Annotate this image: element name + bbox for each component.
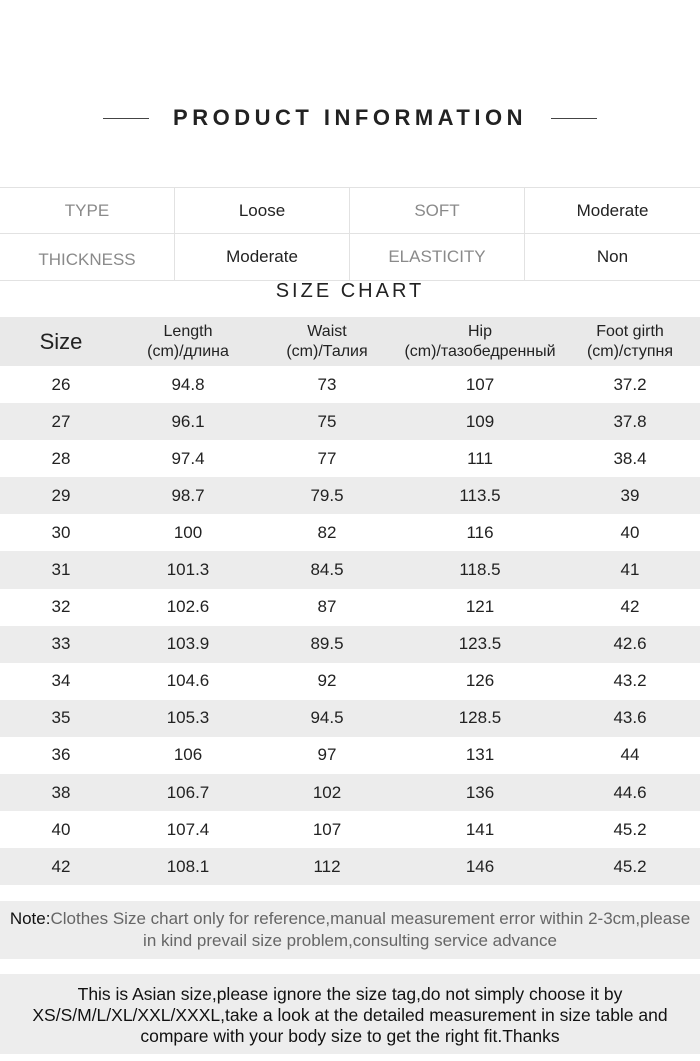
cell-foot-girth: 43.2 [613, 671, 647, 691]
cell-foot-girth: 41 [620, 560, 640, 580]
cell-size: 32 [51, 597, 71, 617]
cell-hip: 126 [465, 671, 495, 691]
header-foot-girth [560, 322, 700, 362]
cell-hip: 128.5 [458, 708, 502, 728]
header-waist [254, 322, 400, 362]
cell-length: 98.7 [171, 485, 205, 505]
cell-waist: 94.5 [310, 708, 344, 728]
table-row [0, 366, 700, 403]
cell-hip: 116 [466, 522, 494, 542]
cell-length: 105.3 [166, 708, 210, 728]
cell-foot-girth: 40 [620, 522, 640, 542]
table-row [0, 848, 700, 885]
cell-hip: 121 [465, 597, 495, 617]
cell-size: 34 [51, 671, 71, 691]
header-waist-line2: (cm)/Талия [286, 342, 368, 360]
header-size: Size [39, 328, 83, 354]
cell-hip: 107 [465, 374, 495, 394]
header-length-line1: Length [163, 322, 213, 340]
cell-length: 96.1 [171, 411, 205, 431]
cell-foot-girth: 44 [620, 745, 640, 765]
table-row [0, 811, 700, 848]
cell-length: 94.8 [171, 374, 205, 394]
cell-size: 33 [51, 634, 71, 654]
cell-waist: 97 [317, 745, 337, 765]
header-length [122, 322, 254, 362]
cell-waist: 82 [317, 522, 337, 542]
table-row [0, 403, 700, 440]
cell-hip: 118.5 [459, 560, 501, 580]
cell-length: 106 [173, 745, 203, 765]
info-value-elasticity: Non [596, 247, 629, 266]
cell-size: 35 [51, 708, 71, 728]
cell-size: 31 [51, 560, 71, 580]
cell-foot-girth: 37.2 [613, 374, 647, 394]
cell-hip: 123.5 [458, 634, 502, 654]
cell-size: 27 [51, 411, 71, 431]
cell-waist: 107 [312, 819, 342, 839]
header-foot-line1: Foot girth [596, 322, 664, 340]
cell-size: 40 [51, 819, 71, 839]
table-row [0, 737, 700, 774]
note-text: Clothes Size chart only for reference,manual measurement error within 2-3cm,please in kind prevail size problem,consulting service advance [50, 909, 691, 950]
cell-length: 103.9 [166, 634, 210, 654]
cell-size: 29 [51, 485, 71, 505]
cell-foot-girth: 42.6 [613, 634, 647, 654]
table-row [0, 477, 700, 514]
info-value-soft: Moderate [525, 188, 700, 234]
header-foot-line2: (cm)/ступня [586, 342, 674, 360]
cell-hip: 109 [465, 411, 495, 431]
title-row [0, 98, 700, 138]
cell-foot-girth: 45.2 [613, 819, 647, 839]
table-row [0, 626, 700, 663]
table-header-row [0, 317, 700, 366]
cell-hip: 141 [465, 819, 495, 839]
cell-foot-girth: 42 [620, 597, 640, 617]
info-value-type: Loose [175, 188, 350, 234]
cell-waist: 92 [317, 671, 337, 691]
header-length-line2: (cm)/длина [147, 342, 229, 360]
cell-size: 42 [51, 856, 71, 876]
table-row [0, 774, 700, 811]
cell-foot-girth: 38.4 [613, 448, 647, 468]
cell-hip: 113.5 [459, 485, 501, 505]
page-title: PRODUCT INFORMATION [173, 105, 527, 130]
cell-size: 28 [51, 448, 71, 468]
asian-size-note: This is Asian size,please ignore the size tag,do not simply choose it by XS/S/M/L/XL/XXL/XXXL,take a look at the detailed measurement in size table and compare with your body size to get the right fit.Thanks [0, 974, 700, 1054]
cell-waist: 87 [317, 597, 337, 617]
info-label-type: TYPE [0, 188, 175, 234]
cell-length: 104.6 [166, 671, 210, 691]
cell-waist: 77 [317, 448, 337, 468]
cell-waist: 112 [313, 856, 341, 876]
table-row [0, 589, 700, 626]
cell-waist: 73 [317, 374, 337, 394]
cell-size: 26 [51, 374, 71, 394]
size-note [0, 901, 700, 959]
cell-length: 107.4 [166, 819, 210, 839]
header-waist-line1: Waist [307, 322, 347, 340]
table-row [0, 440, 700, 477]
cell-hip: 146 [465, 856, 495, 876]
table-row [0, 700, 700, 737]
product-info-table [0, 187, 700, 281]
info-label-elasticity: ELASTICITY [350, 234, 525, 280]
cell-length: 101.3 [166, 560, 210, 580]
size-chart-table [0, 317, 700, 885]
cell-length: 100 [173, 522, 203, 542]
info-label-soft: SOFT [350, 188, 525, 234]
cell-waist: 89.5 [310, 634, 344, 654]
table-row [0, 514, 700, 551]
cell-length: 108.1 [166, 856, 210, 876]
header-hip-line1: Hip [467, 322, 492, 340]
cell-hip: 136 [465, 782, 495, 802]
cell-waist: 79.5 [310, 485, 344, 505]
cell-foot-girth: 45.2 [613, 856, 647, 876]
cell-length: 106.7 [166, 782, 210, 802]
cell-size: 36 [51, 745, 71, 765]
cell-foot-girth: 43.6 [613, 708, 647, 728]
header-hip [400, 322, 560, 362]
table-row [0, 663, 700, 700]
header-hip-line2: (cm)/тазобедренный [404, 342, 556, 360]
cell-length: 102.6 [166, 597, 210, 617]
note-label: Note: [9, 909, 51, 928]
cell-size: 30 [51, 522, 71, 542]
cell-foot-girth: 37.8 [613, 411, 647, 431]
cell-waist: 102 [312, 782, 342, 802]
cell-foot-girth: 44.6 [613, 782, 647, 802]
size-chart-title: SIZE CHART [275, 280, 425, 302]
cell-size: 38 [51, 782, 71, 802]
title-left-line [103, 118, 149, 119]
info-value-thickness: Moderate [175, 234, 350, 280]
cell-waist: 75 [317, 411, 337, 431]
info-label-thickness: THICKNESS [0, 234, 175, 280]
title-right-line [551, 118, 597, 119]
table-row [0, 551, 700, 588]
cell-length: 97.4 [171, 448, 205, 468]
cell-waist: 84.5 [310, 560, 344, 580]
cell-hip: 131 [465, 745, 495, 765]
cell-hip: 111 [467, 448, 493, 468]
cell-foot-girth: 39 [620, 485, 640, 505]
